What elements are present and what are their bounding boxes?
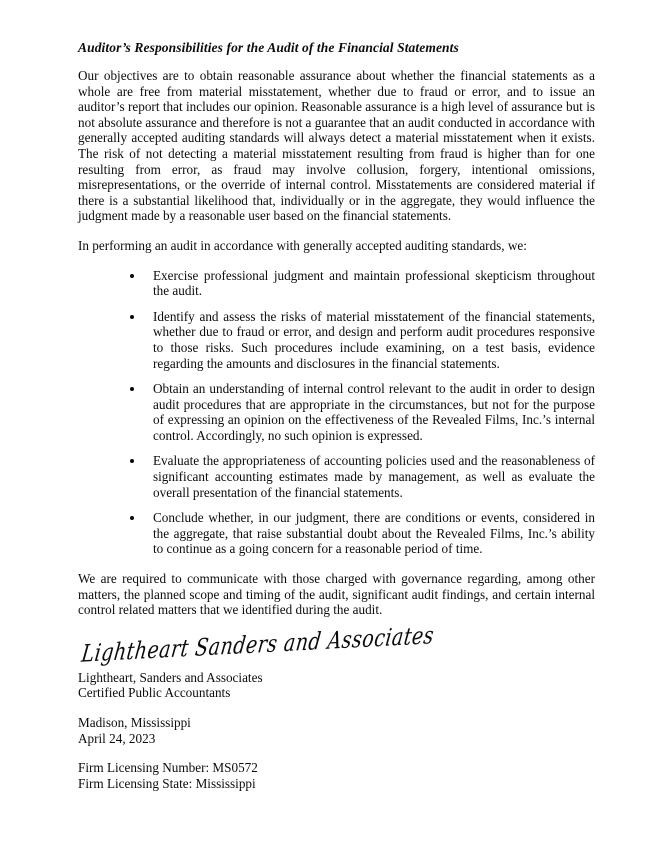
- date-line: April 24, 2023: [78, 730, 156, 746]
- licensing-block: [78, 760, 595, 791]
- location-line: Madison, Mississippi: [78, 715, 191, 730]
- list-item-internal-control: • Obtain an understanding of internal control relevant to the audit in order to design audit procedures that are appropriate in the circumstances, but not for the purpose of expressing an opinion on the effectiveness of the Revealed Films, Inc.’s internal control. Accordingly, no such opinion is expressed.: [145, 381, 595, 443]
- firm-name: Lightheart, Sanders and Associates: [78, 669, 263, 685]
- handwritten-signature: Lightheart Sanders and Associates: [80, 621, 436, 668]
- licensing-state-line: Firm Licensing State: Mississippi: [78, 775, 256, 791]
- list-item-exercise-judgment: • Exercise professional judgment and maintain professional skepticism throughout the audit.: [145, 268, 595, 299]
- paragraph-communication: We are required to communicate with those charged with governance regarding, among other matters, the planned scope and timing of the audit, significant audit findings, and certain internal control related matters that we identified during the audit.: [78, 571, 595, 618]
- location-date-block: [78, 715, 595, 746]
- audit-procedures-list: [78, 268, 595, 558]
- signature-block: [78, 621, 595, 701]
- list-item-evaluate-policies: • Evaluate the appropriateness of accounting policies used and the reasonableness of significant accounting estimates made by management, as well as evaluate the overall presentation of the financial statements.: [145, 453, 595, 500]
- paragraph-objectives: Our objectives are to obtain reasonable assurance about whether the financial statements as a whole are free from material misstatement, whether due to fraud or error, and to issue an auditor’s report that includes our opinion. Reasonable assurance is a high level of assurance but is not absolute assurance and therefore is not a guarantee that an audit conducted in accordance with generally accepted auditing standards will always detect a material misstatement when it exists. The risk of not detecting a material misstatement resulting from fraud is higher than for one resulting from error, as fraud may involve collusion, forgery, intentional omissions, misrepresentations, or the override of internal control. Misstatements are considered material if there is a substantial likelihood that, individually or in the aggregate, they would influence the judgment made by a reasonable user based on the financial statements.: [78, 68, 595, 224]
- list-item-going-concern: • Conclude whether, in our judgment, there are conditions or events, considered in the aggregate, that raise substantial doubt about the Revealed Films, Inc.’s ability to continue as a going concern for a reasonable period of time.: [145, 510, 595, 557]
- licensing-number-line: Firm Licensing Number: MS0572: [78, 760, 258, 776]
- firm-title: Certified Public Accountants: [78, 685, 231, 701]
- paragraph-audit-intro: In performing an audit in accordance with generally accepted auditing standards, we:: [78, 237, 527, 253]
- list-item-identify-risks: • Identify and assess the risks of material misstatement of the financial statements, whether due to fraud or error, and design and perform audit procedures responsive to those risks. Such procedures include examining, on a test basis, evidence regarding the amounts and disclosures in the financial statements.: [145, 309, 595, 371]
- section-heading: Auditor’s Responsibilities for the Audit of the Financial Statements: [78, 40, 459, 55]
